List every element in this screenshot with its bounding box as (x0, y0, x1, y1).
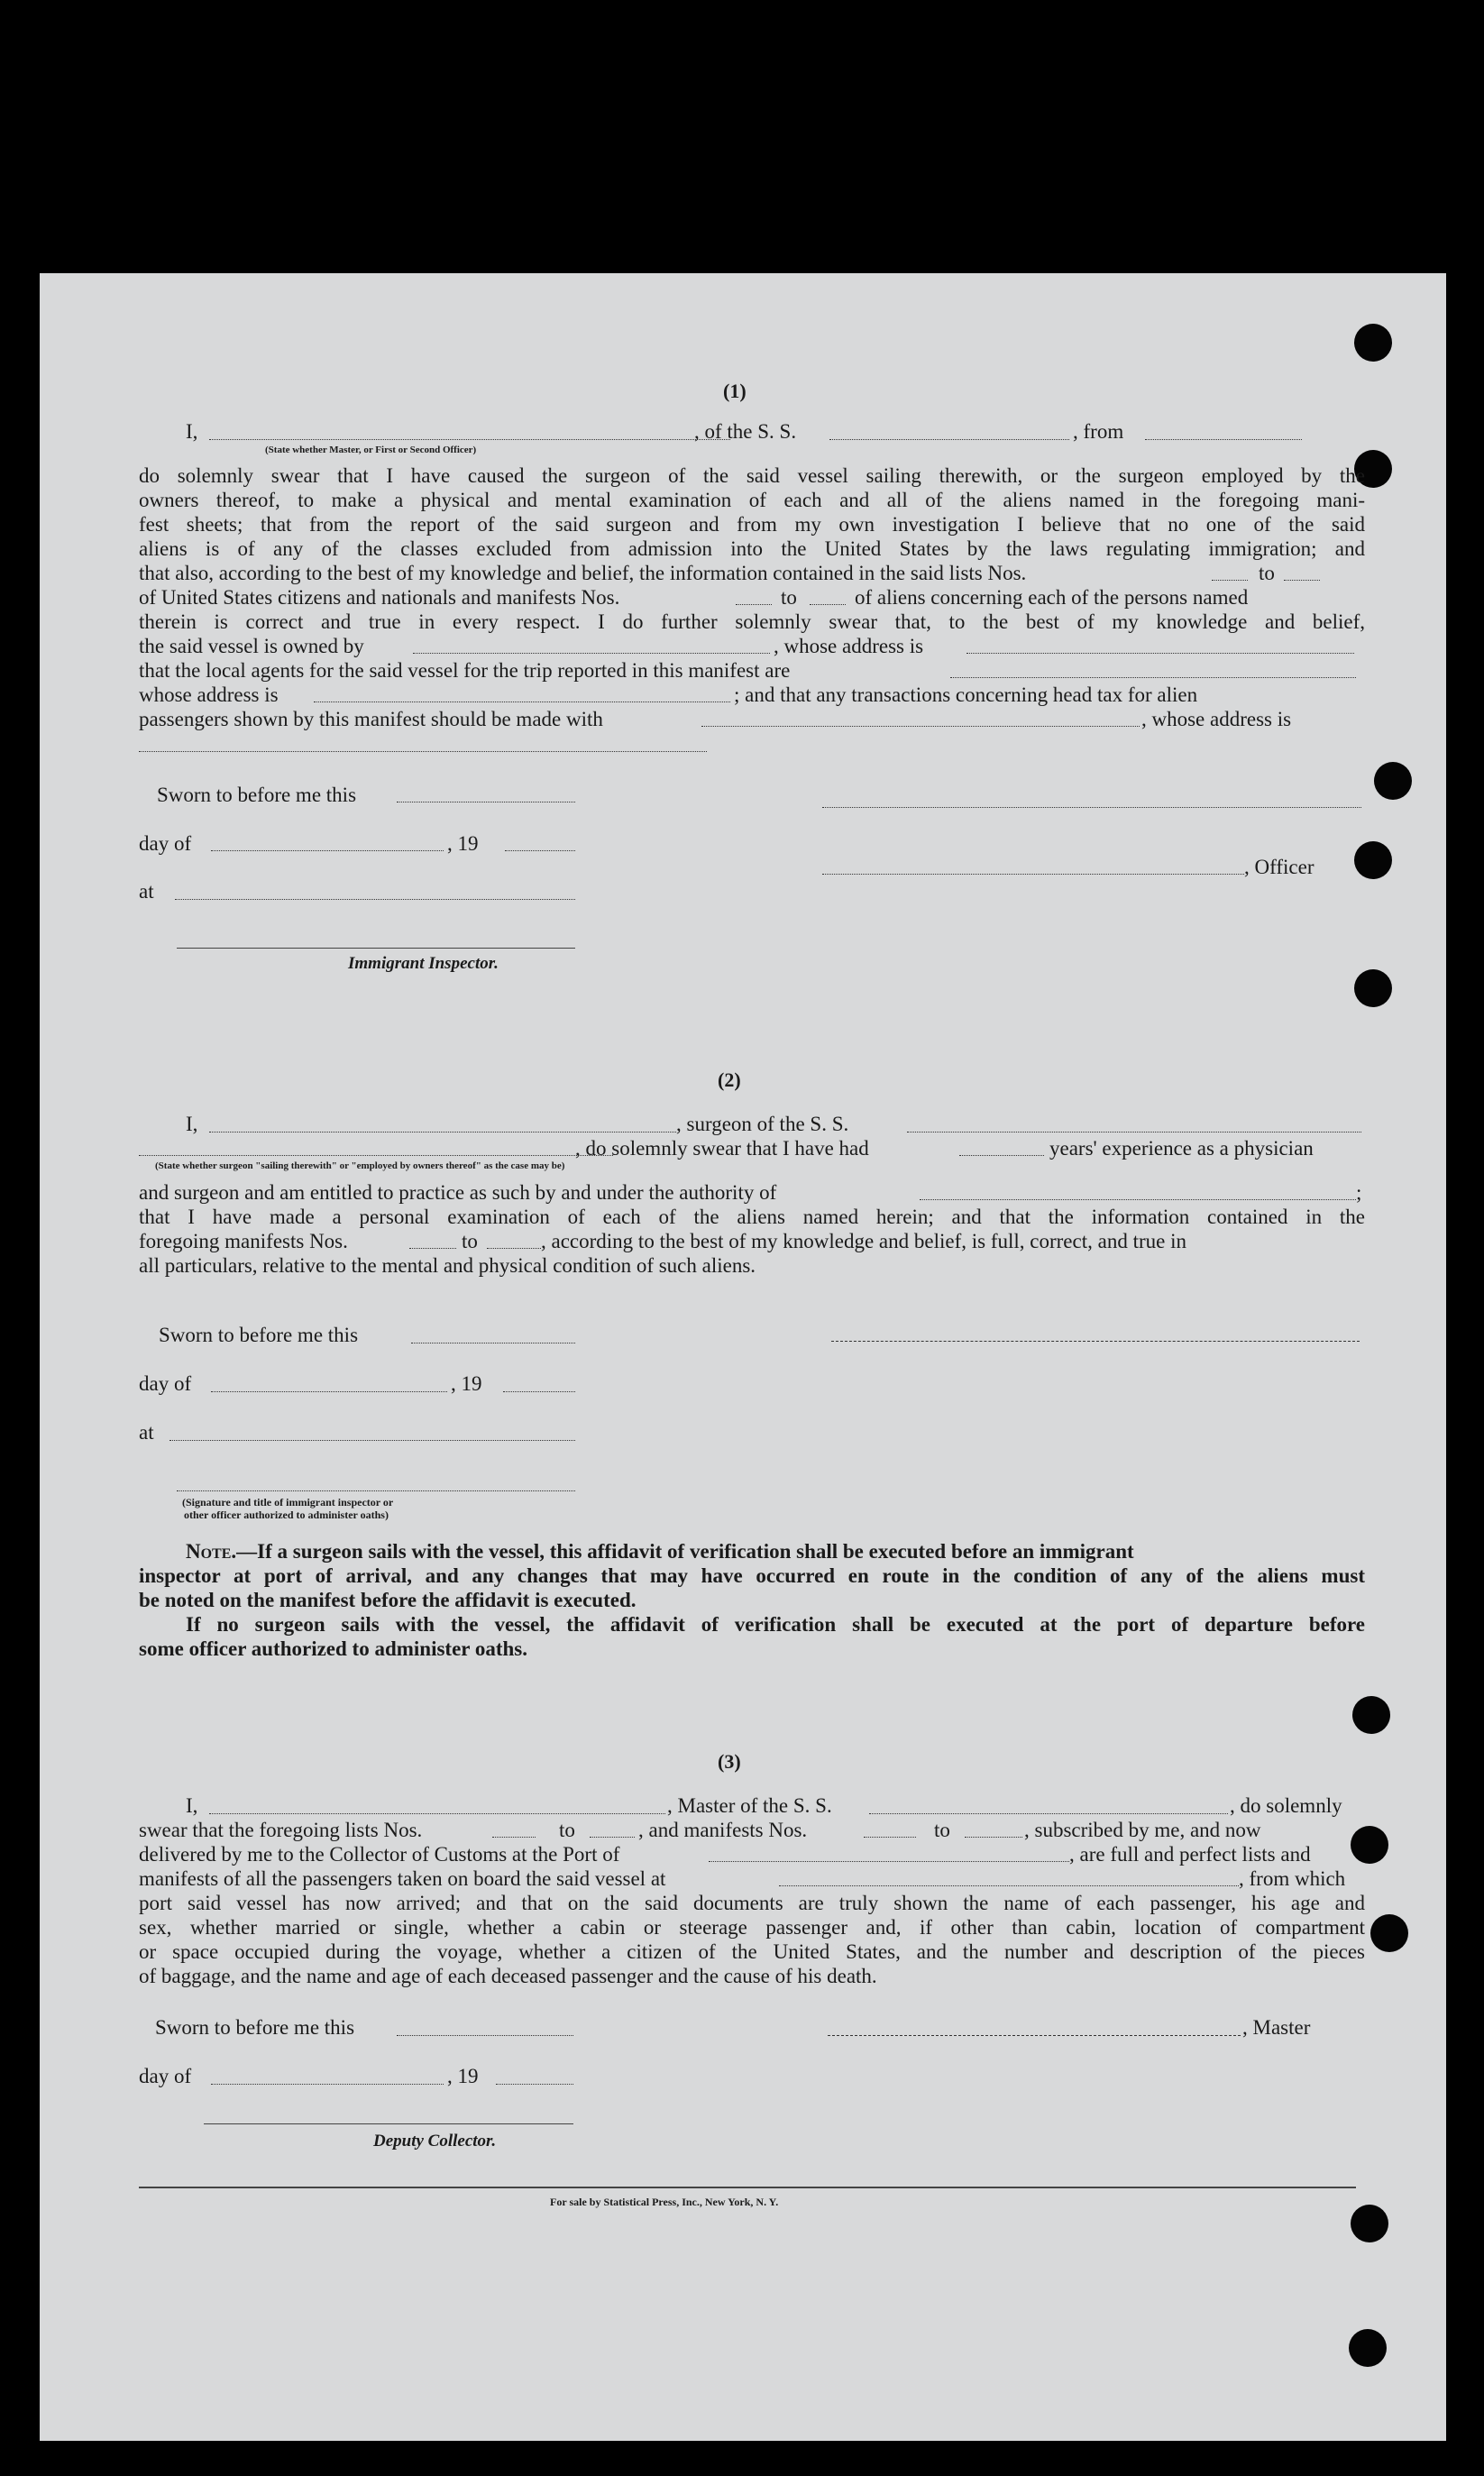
s1-aliens-named: of aliens concerning each of the persons named (855, 586, 1249, 609)
s1-para-8: the said vessel is owned by (139, 635, 364, 657)
s3-para-7: or space occupied during the voyage, whether a citizen of the United States, and the number and description of the pieces (139, 1940, 1365, 1963)
footer-rule (139, 2187, 1356, 2188)
s2-at-line (169, 1440, 575, 1441)
s1-para-6: of United States citizens and nationals and manifests Nos. (139, 586, 620, 609)
s3-master: , Master (1242, 2016, 1311, 2039)
s1-day-line (211, 850, 444, 851)
s3-para-6: sex, whether married or single, whether a cabin or steerage passenger and, if other than cabin, location of compartment (139, 1916, 1365, 1939)
s3-manifest-to-line (965, 1837, 1022, 1838)
footer-printer: For sale by Statistical Press, Inc., New York, N. Y. (550, 2196, 779, 2208)
s1-para-2: owners thereof, to make a physical and mental examination of each and all of the aliens named in the foregoing mani- (139, 489, 1365, 511)
s3-year-line (496, 2084, 573, 2085)
s2-status-note: (State whether surgeon "sailing therewith" or "employed by owners thereof" as the case may be) (155, 1160, 565, 1171)
s1-i: I, (186, 420, 198, 443)
s2-para-3a: foregoing manifests Nos. (139, 1230, 348, 1252)
s3-manifest-from-line (864, 1837, 916, 1838)
s1-para-5: that also, according to the best of my knowledge and belief, the information contained in the said lists Nos. (139, 562, 1027, 584)
s2-sig-note-2: other officer authorized to administer oaths) (184, 1509, 389, 1521)
s2-para-3c: , according to the best of my knowledge and belief, is full, correct, and true in (541, 1230, 1186, 1252)
punch-hole (1354, 969, 1392, 1007)
s1-owner-line (413, 653, 770, 654)
s3-master-line (828, 2035, 1241, 2036)
punch-hole (1351, 1826, 1388, 1864)
s3-l3a: delivered by me to the Collector of Customs at the Port of (139, 1843, 620, 1866)
punch-hole (1352, 1696, 1390, 1734)
s1-from: , from (1073, 420, 1124, 443)
s3-l2a: swear that the foregoing lists Nos. (139, 1819, 423, 1841)
s3-i: I, (186, 1794, 198, 1817)
s3-l4a: manifests of all the passengers taken on board the said vessel at (139, 1867, 666, 1890)
form-page (40, 273, 1446, 2441)
s2-day-line (211, 1391, 447, 1392)
s2-sig-note-1: (Signature and title of immigrant inspector or (182, 1496, 394, 1509)
s1-name-line (209, 439, 730, 440)
s3-ship-line (869, 1813, 1228, 1814)
s2-note-4: If no surgeon sails with the vessel, the affidavit of verification shall be executed at the port of departure before (186, 1613, 1365, 1636)
s3-l2e: , subscribed by me, and now (1024, 1819, 1261, 1841)
s3-day-line (211, 2084, 444, 2085)
s2-note-2: inspector at port of arrival, and any changes that may have occurred en route in the condition of any of the aliens must (139, 1564, 1365, 1587)
s3-l2d: to (934, 1819, 950, 1841)
s2-years: years' experience as a physician (1049, 1137, 1314, 1160)
s3-collector-line (204, 2123, 573, 2124)
s1-officer-line (822, 874, 1244, 875)
s1-from-line (1145, 439, 1302, 440)
s3-year: , 19 (447, 2065, 479, 2087)
s1-officer-note: (State whether Master, or First or Second Officer) (265, 445, 477, 455)
s1-owner-address-line (966, 653, 1354, 654)
s3-lists-to-line (590, 1837, 635, 1838)
s1-year-line (505, 850, 575, 851)
s3-name-line (209, 1813, 665, 1814)
s1-para-7: therein is correct and true in every respect. I do further solemnly swear that, to the best of my knowledge and belief, (139, 610, 1365, 633)
s2-year: , 19 (451, 1372, 482, 1395)
s1-para-3: fest sheets; that from the report of the said surgeon and from my own investigation I believe that no one of the said (139, 513, 1365, 536)
s1-ship-line (829, 439, 1069, 440)
s3-l4b: , from which (1239, 1867, 1346, 1890)
s1-para-1: do solemnly swear that I have caused the surgeon of the said vessel sailing therewith, or the surgeon employed by the (139, 464, 1365, 487)
s2-i: I, (186, 1113, 198, 1135)
s3-l2b: to (559, 1819, 575, 1841)
s1-at: at (139, 880, 154, 903)
s1-head-tax: ; and that any transactions concerning head tax for alien (734, 683, 1198, 706)
punch-hole (1349, 2329, 1387, 2367)
s1-manifest-from-line (736, 604, 772, 605)
s1-inspector: Immigrant Inspector. (348, 954, 499, 973)
s2-sworn: Sworn to before me this (159, 1324, 359, 1346)
s1-to-1: to (1259, 562, 1275, 584)
s1-at-line (175, 899, 575, 900)
s3-l3b: , are full and perfect lists and (1069, 1843, 1311, 1866)
s1-signature-line (822, 807, 1361, 808)
s2-day-of: day of (139, 1372, 192, 1395)
punch-hole (1374, 762, 1412, 800)
s2-name-line (209, 1132, 676, 1133)
s2-signature-line (831, 1341, 1360, 1342)
s1-owner-address: , whose address is (774, 635, 924, 657)
punch-hole (1351, 2205, 1388, 2242)
s1-para-4: aliens is of any of the classes excluded from admission into the United States by the laws regulating immigration; and (139, 537, 1365, 560)
punch-hole (1354, 841, 1392, 879)
s1-year: , 19 (447, 832, 479, 855)
s2-at: at (139, 1421, 154, 1444)
s1-para-11: passengers shown by this manifest should be made with (139, 708, 603, 730)
s1-whose-address-is: , whose address is (1141, 708, 1292, 730)
s2-para-2: that I have made a personal examination of each of the aliens named herein; and that the information contained in the (139, 1206, 1365, 1228)
s1-sworn: Sworn to before me this (157, 784, 357, 806)
s1-to-2: to (781, 586, 797, 609)
s2-manifest-from-line (409, 1248, 456, 1249)
s1-lists-to-line (1284, 580, 1320, 581)
s1-head-tax-address-line (139, 751, 707, 752)
s3-collector: Deputy Collector. (373, 2132, 497, 2150)
s3-solemnly: , do solemnly (1230, 1794, 1342, 1817)
s1-lists-from-line (1212, 580, 1248, 581)
s2-note-label: Note. (186, 1540, 237, 1563)
section-3-number: (3) (718, 1750, 741, 1773)
s1-inspector-line (177, 948, 575, 949)
punch-hole (1370, 1914, 1408, 1952)
s2-note-text-1: —If a surgeon sails with the vessel, this affidavit of verification shall be executed before an immigrant (236, 1540, 1134, 1563)
s2-authority-line (920, 1199, 1356, 1200)
s2-manifest-to-line (487, 1248, 541, 1249)
s2-note-3: be noted on the manifest before the affidavit is executed. (139, 1589, 637, 1611)
s1-head-tax-line (701, 726, 1140, 727)
s1-manifest-to-line (810, 604, 846, 605)
s3-lists-from-line (492, 1837, 536, 1838)
s2-ship-line (907, 1132, 1361, 1133)
s1-para-9: that the local agents for the said vessel for the trip reported in this manifest are (139, 659, 791, 682)
s2-swear: , do solemnly swear that I have had (575, 1137, 869, 1160)
s2-para-3b: to (462, 1230, 478, 1252)
s3-port-line (709, 1861, 1069, 1862)
s3-l2c: , and manifests Nos. (638, 1819, 808, 1841)
s2-status-line (139, 1155, 613, 1156)
s2-surgeon-of: , surgeon of the S. S. (676, 1113, 849, 1135)
s2-note-5: some officer authorized to administer oaths. (139, 1637, 527, 1660)
s1-day-of: day of (139, 832, 192, 855)
s3-sworn: Sworn to before me this (155, 2016, 355, 2039)
s3-master-of: , Master of the S. S. (667, 1794, 832, 1817)
s2-note-1 (186, 1539, 1365, 1564)
s2-years-line (959, 1155, 1044, 1156)
s3-para-8: of baggage, and the name and age of each deceased passenger and the cause of his death. (139, 1965, 877, 1987)
section-2-number: (2) (718, 1068, 741, 1091)
s2-para-4: all particulars, relative to the mental and physical condition of such aliens. (139, 1254, 756, 1277)
s1-officer: , Officer (1244, 856, 1315, 878)
s1-of-ss: , of the S. S. (694, 420, 797, 443)
s1-agents-line (950, 677, 1356, 678)
s3-sworn-line (397, 2035, 573, 2036)
s2-year-line (503, 1391, 575, 1392)
punch-hole (1354, 324, 1392, 362)
s3-day-of: day of (139, 2065, 192, 2087)
s3-board-line (779, 1885, 1239, 1886)
s3-para-5: port said vessel has now arrived; and that on the said documents are truly shown the name of each passenger, his age and (139, 1892, 1365, 1914)
s2-para-1: and surgeon and am entitled to practice as such by and under the authority of (139, 1181, 777, 1204)
s1-para-10: whose address is (139, 683, 279, 706)
s2-semicolon: ; (1356, 1181, 1362, 1204)
s2-inspector-line (177, 1490, 575, 1491)
section-1-number: (1) (723, 380, 747, 402)
